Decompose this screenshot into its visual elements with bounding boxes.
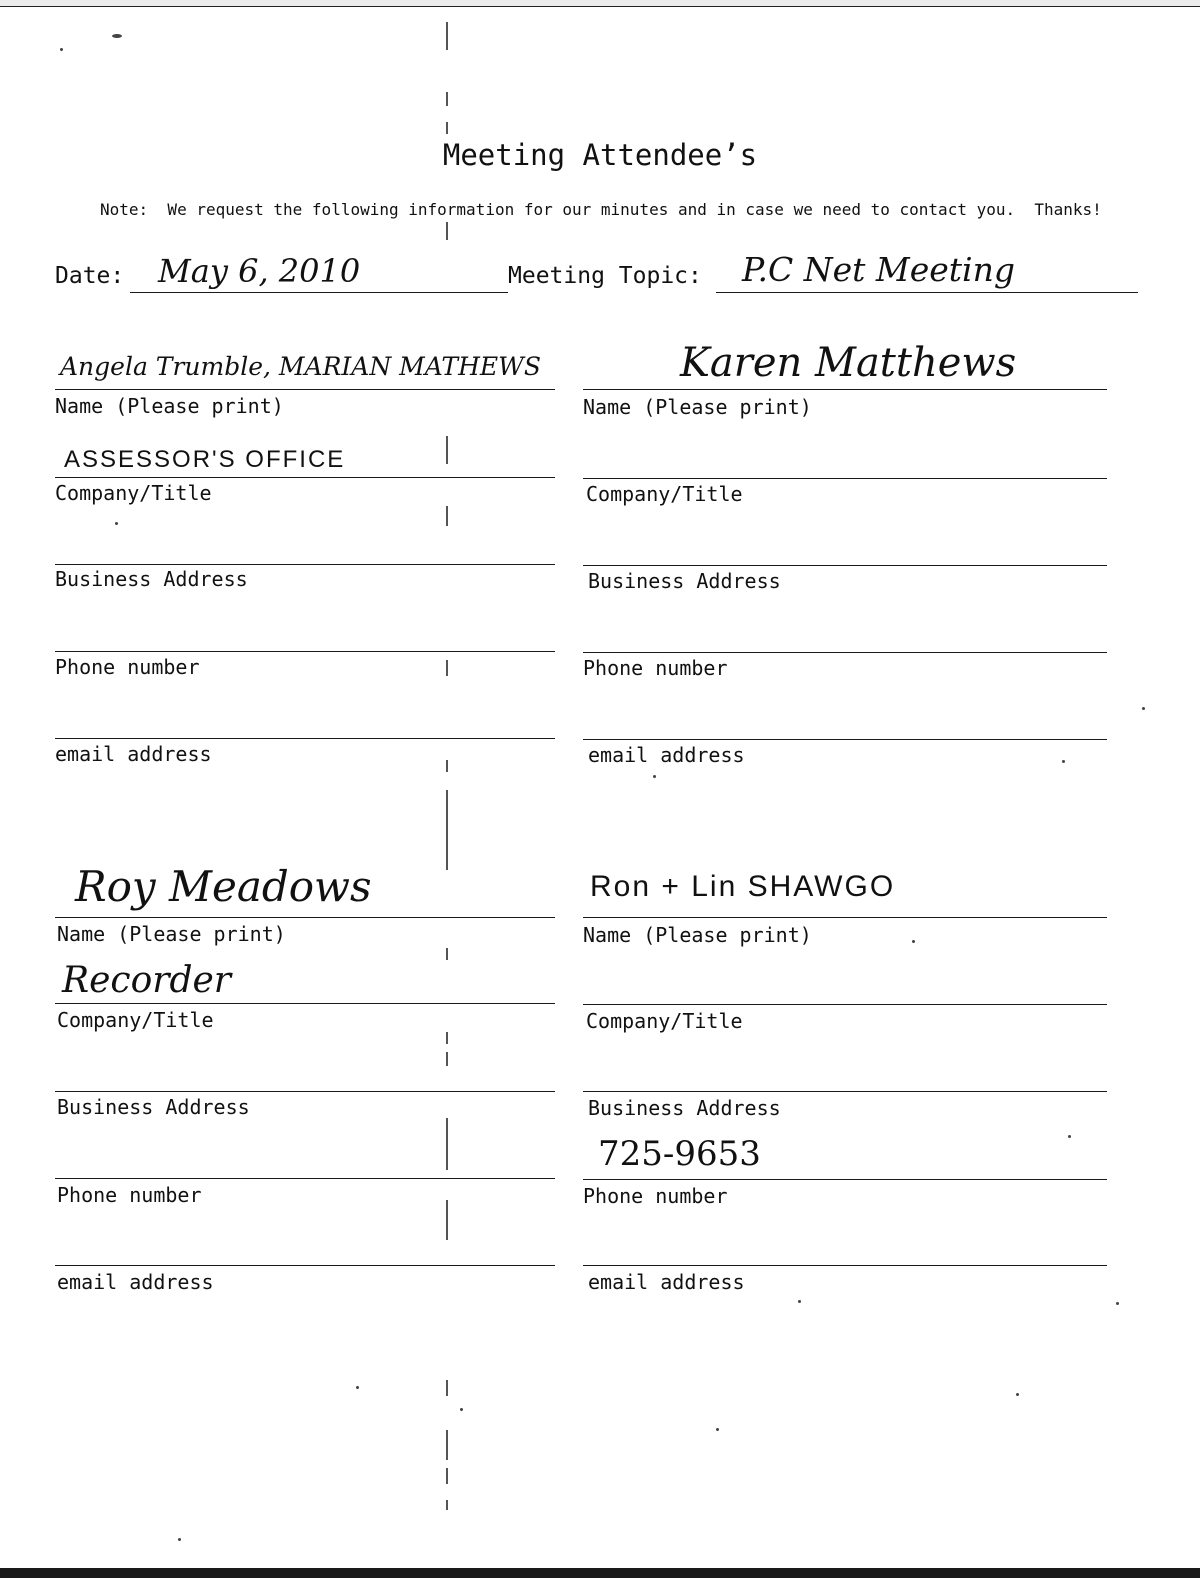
fold-mark xyxy=(446,92,448,106)
meeting-topic-line xyxy=(716,292,1138,293)
attendee-3-address-label: Business Address xyxy=(57,1095,250,1119)
attendee-1-company-value: ASSESSOR'S OFFICE xyxy=(64,446,346,473)
attendee-3-name-label: Name (Please print) xyxy=(57,922,286,946)
attendee-3-email-label: email address xyxy=(57,1270,214,1294)
scan-speck xyxy=(115,522,118,525)
attendee-3-company-label: Company/Title xyxy=(57,1008,214,1032)
attendee-4-email-label: email address xyxy=(588,1270,745,1294)
attendee-4-name-value: Ron + Lin SHAWGO xyxy=(590,870,896,903)
fold-mark xyxy=(446,122,448,134)
scan-speck xyxy=(1016,1393,1019,1396)
fold-mark xyxy=(446,760,448,772)
attendee-4-phone-line xyxy=(583,1179,1107,1180)
scan-speck xyxy=(1116,1302,1119,1305)
attendee-2-address-line xyxy=(583,565,1107,566)
attendee-1-address-line xyxy=(55,564,555,565)
fold-mark xyxy=(446,1380,448,1396)
attendee-3-phone-line xyxy=(55,1178,555,1179)
form-title: Meeting Attendee’s xyxy=(442,138,758,172)
attendee-1-phone-line xyxy=(55,651,555,652)
fold-mark xyxy=(446,660,448,676)
scan-bottom-edge xyxy=(0,1568,1200,1578)
attendee-4-name-label: Name (Please print) xyxy=(583,923,812,947)
attendee-2-email-line xyxy=(583,739,1107,740)
attendee-4-phone-label: Phone number xyxy=(583,1184,728,1208)
attendee-4-company-label: Company/Title xyxy=(586,1009,743,1033)
attendee-3-company-line xyxy=(55,1003,555,1004)
scan-speck xyxy=(178,1538,181,1541)
scan-speck xyxy=(1142,707,1145,710)
scan-speck xyxy=(912,940,915,943)
date-value: May 6, 2010 xyxy=(158,252,361,290)
attendee-1-company-label: Company/Title xyxy=(55,481,212,505)
meeting-topic-value: P.C Net Meeting xyxy=(742,250,1015,289)
scan-speck xyxy=(112,34,122,38)
attendee-4-phone-value: 725-9653 xyxy=(598,1134,761,1174)
attendee-2-company-line xyxy=(583,478,1107,479)
attendee-1-address-label: Business Address xyxy=(55,567,248,591)
attendee-1-name-label: Name (Please print) xyxy=(55,394,284,418)
fold-mark xyxy=(446,1500,448,1510)
attendee-4-email-line xyxy=(583,1265,1107,1266)
scan-speck xyxy=(1062,760,1065,763)
attendee-3-company-value: Recorder xyxy=(62,960,232,1001)
attendee-2-company-label: Company/Title xyxy=(586,482,743,506)
attendee-4-name-line xyxy=(583,917,1107,918)
attendee-2-name-label: Name (Please print) xyxy=(583,395,812,419)
attendee-2-phone-line xyxy=(583,652,1107,653)
attendee-1-email-line xyxy=(55,738,555,739)
scan-speck xyxy=(460,1408,463,1411)
attendee-2-name-value: Karen Matthews xyxy=(680,340,1017,386)
attendee-2-phone-label: Phone number xyxy=(583,656,728,680)
fold-mark xyxy=(446,1468,448,1484)
attendee-3-email-line xyxy=(55,1265,555,1266)
fold-mark xyxy=(446,1052,448,1066)
fold-mark xyxy=(446,222,448,240)
form-note: Note: We request the following information for our minutes and in case we need to contact you. Thanks! xyxy=(100,200,1102,219)
scan-speck xyxy=(798,1300,801,1303)
scan-speck xyxy=(1068,1135,1071,1138)
scan-top-edge xyxy=(0,0,1200,7)
attendee-1-name-line xyxy=(55,389,555,390)
attendee-1-name-value: Angela Trumble, MARIAN MATHEWS xyxy=(60,352,541,381)
attendee-4-address-line xyxy=(583,1091,1107,1092)
scan-speck xyxy=(356,1386,359,1389)
meeting-topic-label: Meeting Topic: xyxy=(508,263,702,289)
fold-mark xyxy=(446,1200,448,1240)
attendee-2-address-label: Business Address xyxy=(588,569,781,593)
scan-speck xyxy=(716,1428,719,1431)
fold-mark xyxy=(446,790,448,870)
fold-mark xyxy=(446,1032,448,1044)
attendee-3-name-value: Roy Meadows xyxy=(75,862,372,911)
attendee-3-phone-label: Phone number xyxy=(57,1183,202,1207)
fold-mark xyxy=(446,948,448,960)
attendee-2-email-label: email address xyxy=(588,743,745,767)
attendee-4-company-line xyxy=(583,1004,1107,1005)
attendee-1-phone-label: Phone number xyxy=(55,655,200,679)
fold-mark xyxy=(446,436,448,464)
attendee-4-address-label: Business Address xyxy=(588,1096,781,1120)
date-label: Date: xyxy=(55,263,125,289)
attendee-3-address-line xyxy=(55,1091,555,1092)
scan-speck xyxy=(60,48,63,51)
attendee-2-name-line xyxy=(583,389,1107,390)
fold-mark xyxy=(446,22,448,50)
fold-mark xyxy=(446,1118,448,1170)
attendee-1-email-label: email address xyxy=(55,742,212,766)
fold-mark xyxy=(446,506,448,526)
fold-mark xyxy=(446,1430,448,1460)
scan-speck xyxy=(653,775,656,778)
attendee-1-company-line xyxy=(55,477,555,478)
date-line xyxy=(130,292,508,293)
attendee-3-name-line xyxy=(55,917,555,918)
